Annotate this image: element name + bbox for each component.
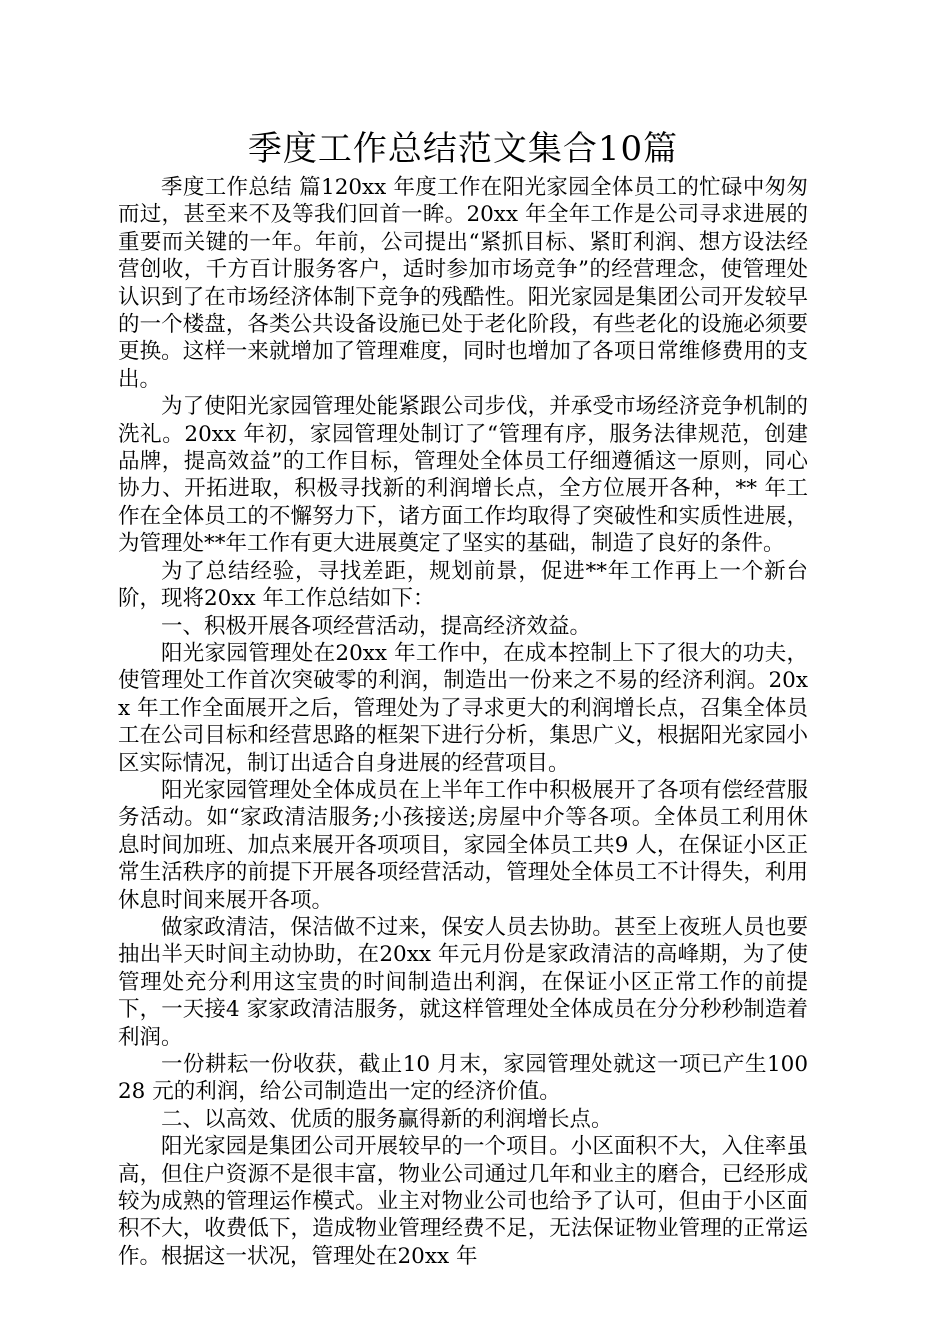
document-body: [118, 174, 808, 1270]
section-heading-1: 一、积极开展各项经营活动，提高经济效益。: [161, 613, 592, 639]
paragraph-goals: 为了使阳光家园管理处能紧跟公司步伐，并承受市场经济竞争机制的洗礼。20xx 年初，家园管理处制订了“管理有序，服务法律规范，创建品牌，提高效益”的工作目标，管理处全体员工仔细遵循这一原则，同心协力、开拓进取，积极寻找新的利润增长点，全方位展开各种，** 年工作在全体员工的不懈努力下，诸方面工作均取得了突破性和实质性进展，为管理处**年工作有更大进展奠定了坚实的基础，制造了良好的条件。: [118, 394, 808, 557]
paragraph-profit: 一份耕耘一份收获，截止10 月末，家园管理处就这一项已产生10028 元的利润，给公司制造出一定的经济价值。: [118, 1052, 808, 1105]
paragraph-intro: 季度工作总结 篇120xx 年度工作在阳光家园全体员工的忙碌中匆匆而过，甚至来不及等我们回首一眸。20xx 年全年工作是公司寻求进展的重要而关键的一年。年前，公司提出“紧抓目标、紧盯利润、想方设法经营创收，千方百计服务客户，适时参加市场竞争”的经营理念，使管理处认识到了在市场经济体制下竞争的残酷性。阳光家园是集团公司开发较早的一个楼盘，各类公共设备设施已处于老化阶段，有些老化的设施必须要更换。这样一来就增加了管理难度，同时也增加了各项日常维修费用的支出。: [118, 175, 808, 392]
document-title: 季度工作总结范文集合10篇: [247, 129, 679, 169]
paragraph-paid-services: 阳光家园管理处全体成员在上半年工作中积极展开了各项有偿经营服务活动。如“家政清洁服务;小孩接送;房屋中介等各项。全体员工利用休息时间加班、加点来展开各项项目，家园全体员工共9 人，在保证小区正常生活秩序的前提下开展各项经营活动，管理处全体员工不计得失，利用休息时间来展开各项。: [118, 777, 808, 913]
paragraph-project: 阳光家园是集团公司开展较早的一个项目。小区面积不大，入住率虽高，但住户资源不是很丰富，物业公司通过几年和业主的磨合，已经形成较为成熟的管理运作模式。业主对物业公司也给予了认可，但由于小区面积不大，收费低下，造成物业管理经费不足，无法保证物业管理的正常运作。根据这一状况，管理处在20xx 年: [118, 1134, 808, 1269]
paragraph-cost-control: 阳光家园管理处在20xx 年工作中，在成本控制上下了很大的功夫，使管理处工作首次突破零的利润，制造出一份来之不易的经济利润。20xx 年工作全面展开之后，管理处为了寻求更大的利润增长点，召集全体员工在公司目标和经营思路的框架下进行分析，集思广义，根据阳光家园小区实际情况，制订出适合自身进展的经营项目。: [118, 640, 808, 776]
section-heading-2: 二、以高效、优质的服务赢得新的利润增长点。: [161, 1106, 613, 1132]
paragraph-summary-lead: 为了总结经验，寻找差距，规划前景，促进**年工作再上一个新台阶，现将20xx 年工作总结如下：: [118, 558, 808, 612]
paragraph-cleaning: 做家政清洁，保洁做不过来，保安人员去协助。甚至上夜班人员也要抽出半天时间主动协助，在20xx 年元月份是家政清洁的高峰期，为了使管理处充分利用这宝贵的时间制造出利润，在保证小区正常工作的前提下，一天接4 家家政清洁服务，就这样管理处全体成员在分分秒秒制造着利润。: [118, 914, 808, 1050]
